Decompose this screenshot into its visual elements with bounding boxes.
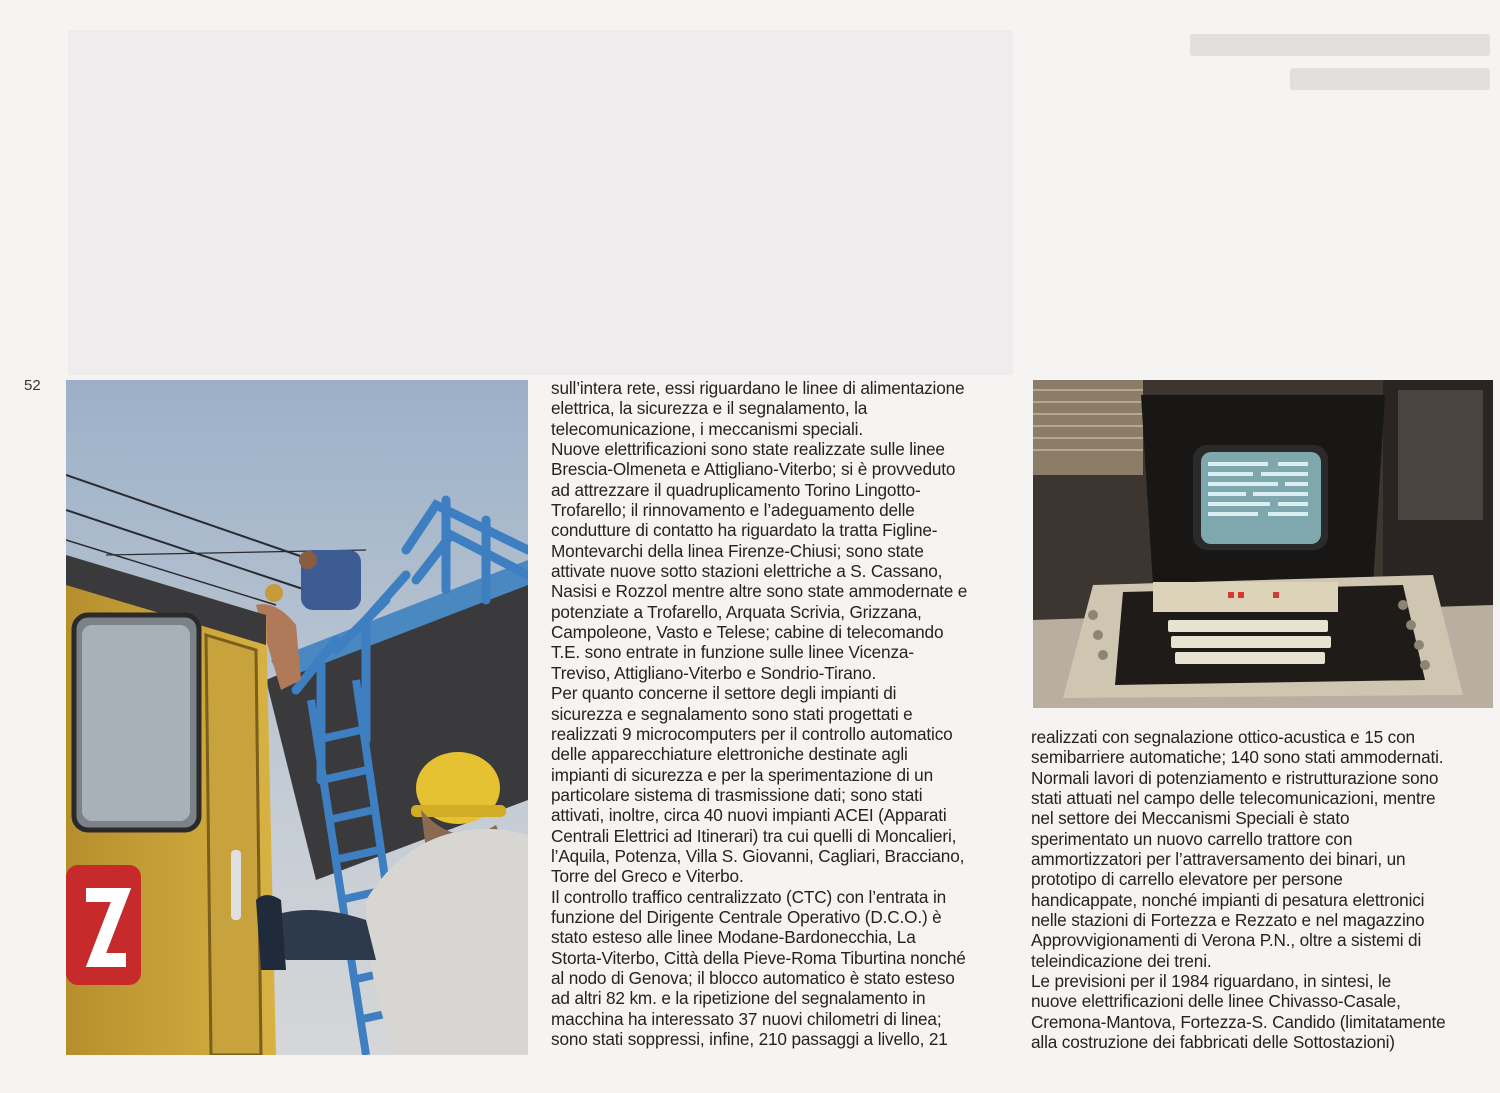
text-line: Brescia-Olmeneta e Attigliano-Viterbo; si è provveduto	[551, 459, 956, 480]
show-through-title	[1160, 28, 1490, 98]
text-line: macchina ha interessato 37 nuovi chilometri di linea;	[551, 1008, 942, 1029]
text-line: teleindicazione dei treni.	[1031, 950, 1212, 971]
text-line: nel settore dei Meccanismi Speciali è stato	[1031, 808, 1350, 829]
text-line: Storta-Viterbo, Città della Pieve-Roma Tiburtina nonché	[551, 947, 966, 968]
text-line: Trofarello; il rinnovamento e l’adeguamento delle	[551, 500, 915, 521]
middle-text-column	[551, 378, 1021, 1049]
text-line: nelle stazioni di Fortezza e Rezzato e nel magazzino	[1031, 910, 1425, 931]
text-line: Treviso, Attigliano-Viterbo e Sondrio-Tirano.	[551, 662, 877, 683]
text-line: Nuove elettrificazioni sono state realizzate sulle linee	[551, 439, 945, 460]
text-line: nuove elettrificazioni delle linee Chivasso-Casale,	[1031, 991, 1401, 1012]
show-through-background	[68, 30, 1013, 375]
text-line: semibarriere automatiche; 140 sono stati ammodernati.	[1031, 747, 1444, 768]
text-line: Normali lavori di potenziamento e ristrutturazione sono	[1031, 767, 1439, 788]
text-line: T.E. sono entrate in funzione sulle linee Vicenza-	[551, 642, 914, 663]
text-line: Montevarchi della linea Firenze-Chiusi; sono state	[551, 540, 924, 561]
text-line: Il controllo traffico centralizzato (CTC) con l’entrata in	[551, 886, 947, 907]
text-line: Cremona-Mantova, Fortezza-S. Candido (limitatamente	[1031, 1011, 1446, 1032]
text-line: stato esteso alle linee Modane-Bardonecchia, La	[551, 927, 916, 948]
text-line: delle apparecchiature elettroniche destinate agli	[551, 744, 908, 765]
text-line: prototipo di carrello elevatore per persone	[1031, 869, 1343, 890]
text-line: realizzati con segnalazione ottico-acustica e 15 con	[1031, 727, 1415, 747]
right-text-column	[1031, 727, 1493, 1053]
text-line: Centrali Elettrici ad Itinerari) tra cui quelli di Moncalieri,	[551, 825, 957, 846]
text-line: attivate nuove sotto stazioni elettriche a S. Cassano,	[551, 561, 943, 582]
text-line: Le previsioni per il 1984 riguardano, in sintesi, le	[1031, 971, 1392, 992]
text-line: al nodo di Genova; il blocco automatico è stato esteso	[551, 967, 955, 988]
text-line: ammortizzatori per l’attraversamento dei binari, un	[1031, 849, 1406, 870]
text-line: handicappate, nonché impianti di pesatura elettronici	[1031, 889, 1425, 910]
computer-terminal-photo	[1033, 380, 1493, 708]
page-number: 52	[24, 377, 41, 394]
text-line: particolare sistema di trasmissione dati; sono stati	[551, 784, 923, 805]
text-line: funzione del Dirigente Centrale Operativo (D.C.O.) è	[551, 906, 942, 927]
text-line: sull’intera rete, essi riguardano le linee di alimentazione	[551, 378, 965, 398]
railway-workers-photo	[66, 380, 528, 1055]
text-line: realizzati 9 microcomputers per il controllo automatico	[551, 723, 953, 744]
text-line: sperimentato un nuovo carrello trattore con	[1031, 828, 1353, 849]
text-line: ad attrezzare il quadruplicamento Torino Lingotto-	[551, 479, 921, 500]
text-line: telecomunicazione, i meccanismi speciali.	[551, 418, 863, 439]
text-line: sono stati soppressi, infine, 210 passaggi a livello, 21	[551, 1029, 948, 1049]
text-line: Nasisi e Rozzol mentre altre sono state ammodernate e	[551, 581, 968, 602]
text-line: impianti di sicurezza e per la sperimentazione di un	[551, 764, 933, 785]
text-line: Per quanto concerne il settore degli impianti di	[551, 683, 897, 704]
text-line: elettrica, la sicurezza e il segnalamento, la	[551, 398, 868, 419]
text-line: Approvvigionamenti di Verona P.N., oltre a sistemi di	[1031, 930, 1422, 951]
text-line: stati attuati nel campo delle telecomunicazioni, mentre	[1031, 788, 1436, 809]
text-line: attivati, inoltre, circa 40 nuovi impianti ACEI (Apparati	[551, 805, 947, 826]
text-line: Torre del Greco e Viterbo.	[551, 866, 744, 887]
text-line: l’Aquila, Potenza, Villa S. Giovanni, Cagliari, Bracciano,	[551, 845, 965, 866]
text-line: alla costruzione dei fabbricati delle Sottostazioni)	[1031, 1032, 1395, 1053]
text-line: condutture di contatto ha riguardato la tratta Figline-	[551, 520, 938, 541]
text-line: ad altri 82 km. e la ripetizione del segnalamento in	[551, 988, 926, 1009]
text-line: Campoleone, Vasto e Telese; cabine di telecomando	[551, 622, 944, 643]
text-line: potenziate a Trofarello, Arquata Scrivia, Grizzana,	[551, 601, 922, 622]
text-line: sicurezza e segnalamento sono stati progettati e	[551, 703, 913, 724]
